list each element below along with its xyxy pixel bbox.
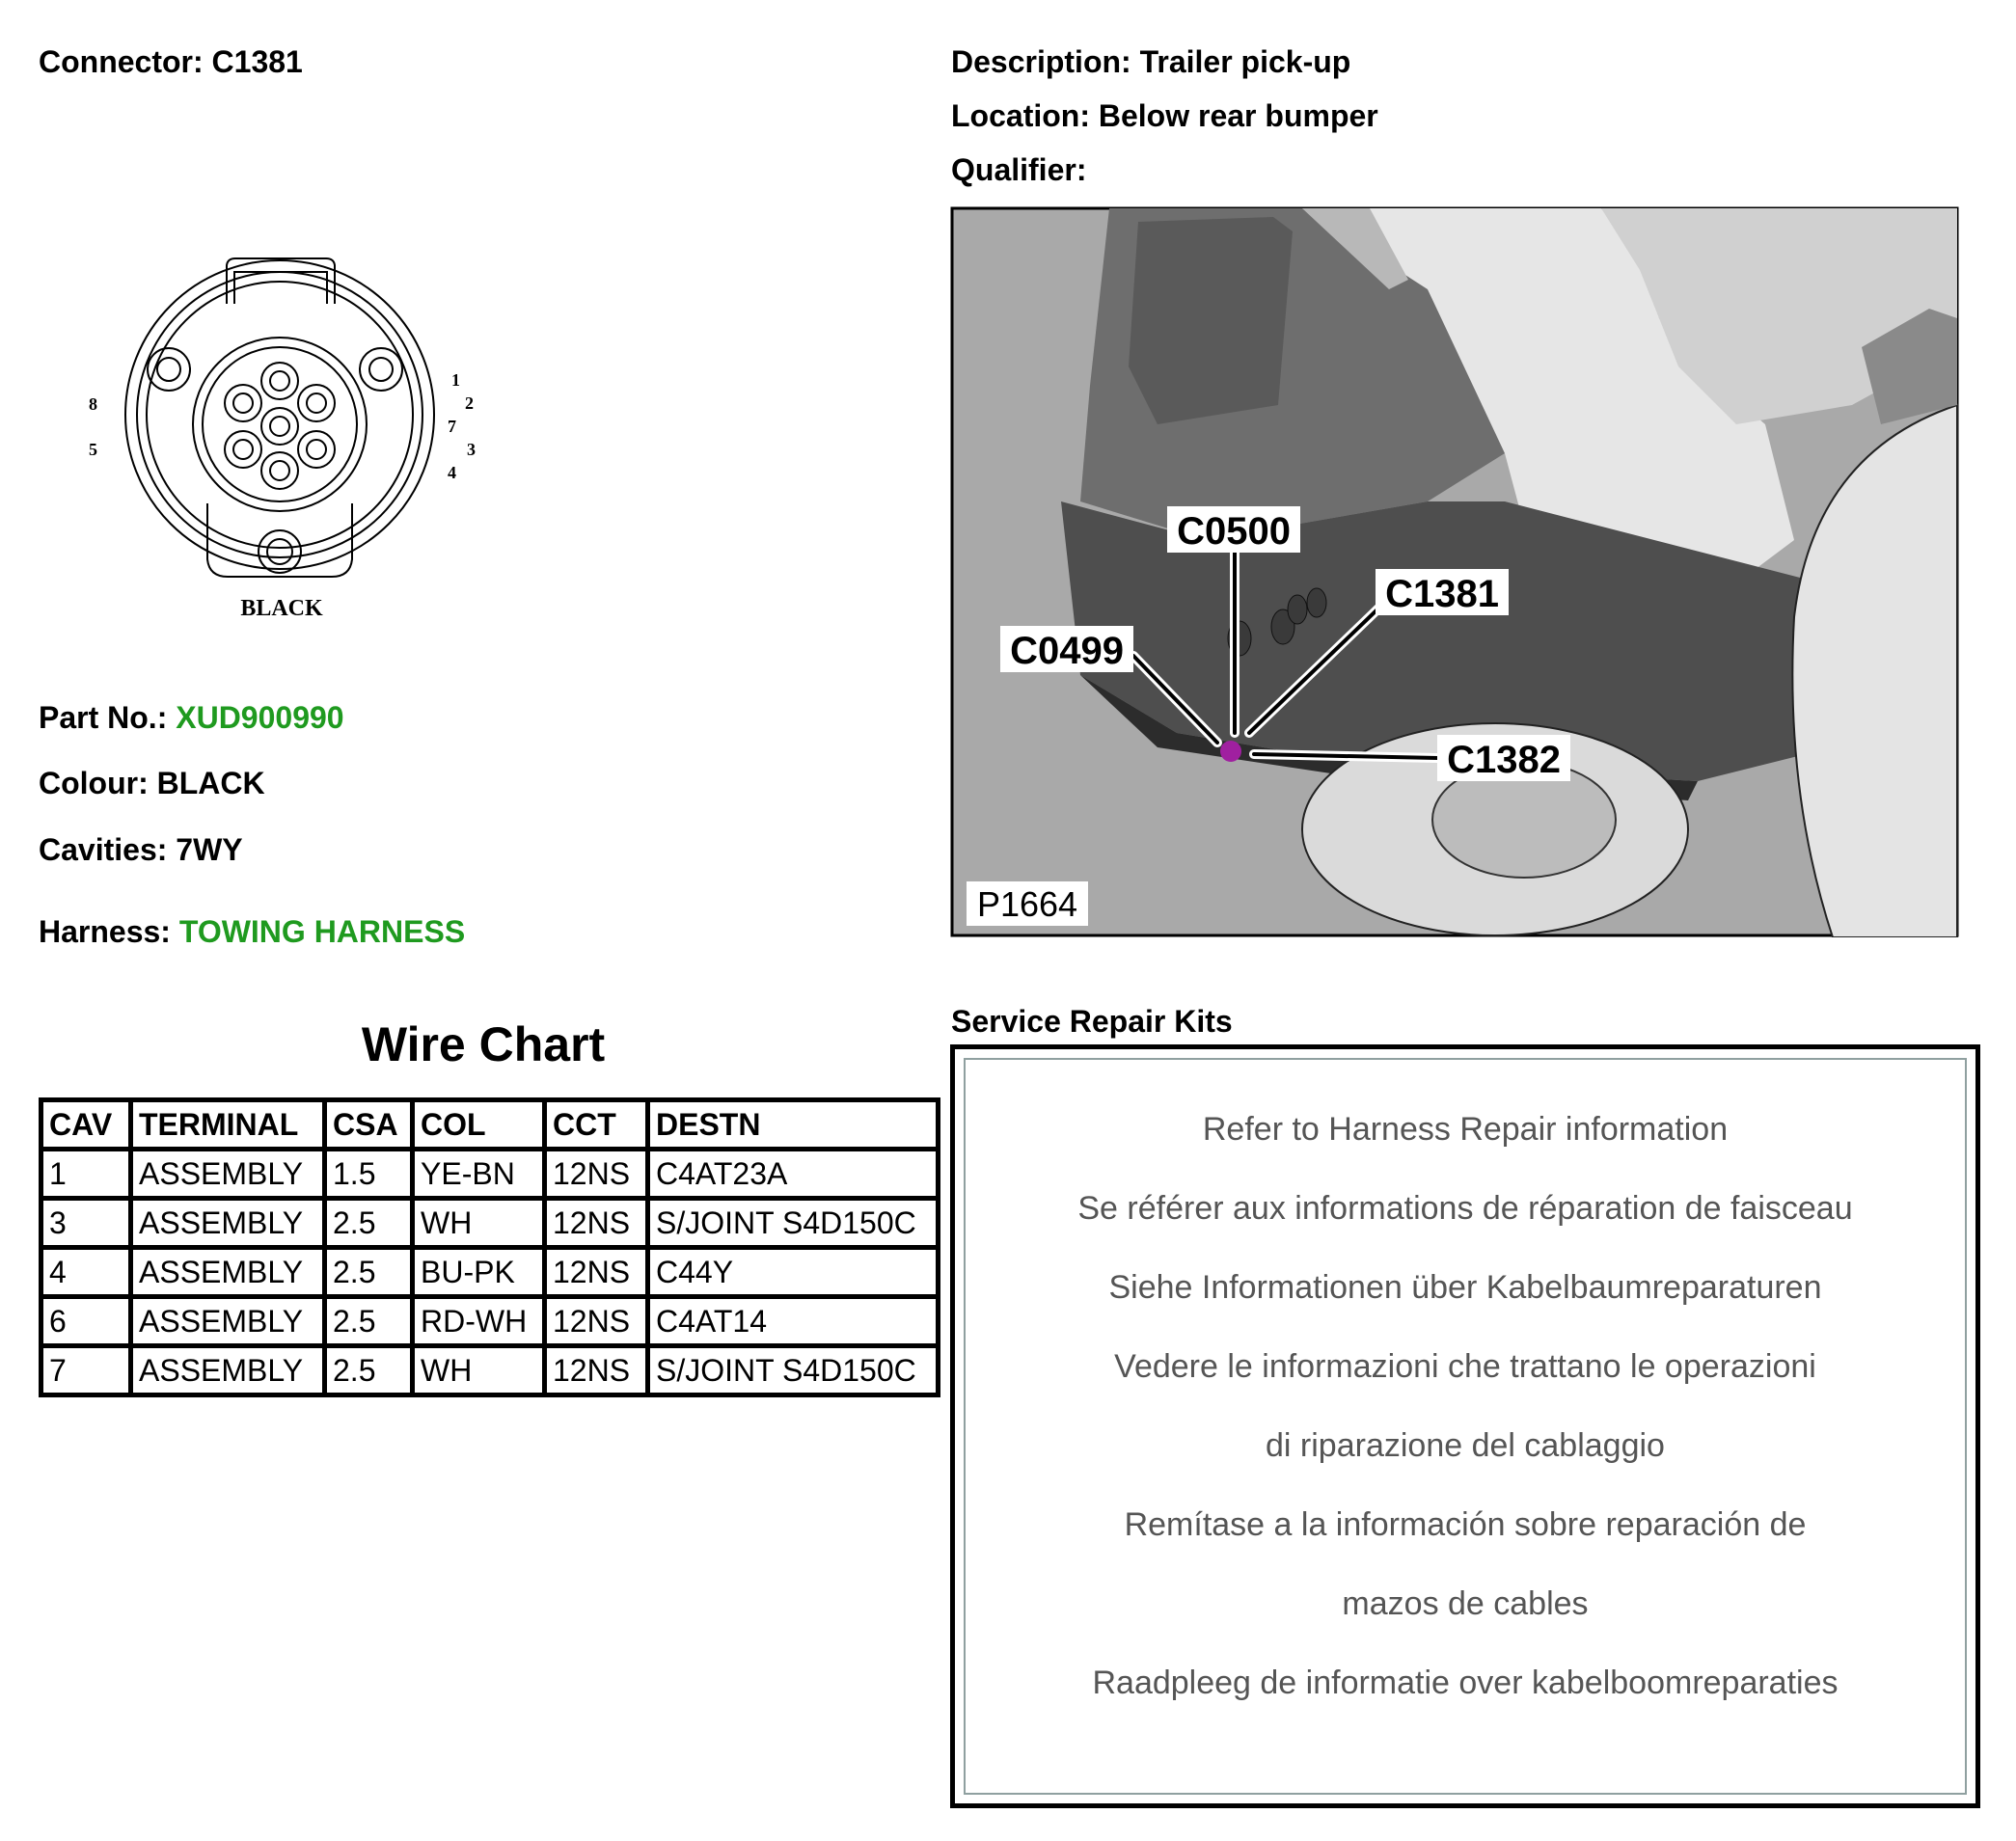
harness-field: Harness: TOWING HARNESS [39,914,466,949]
connector-location-marker [1220,741,1241,762]
location-label: Location: Below rear bumper [951,98,1378,133]
colour-value: BLACK [156,766,265,800]
wire-chart-table [39,1097,940,1397]
table-row: 4 ASSEMBLY 2.5 BU-PK 12NS C44Y [41,1248,939,1297]
connector-color-text: BLACK [240,596,323,621]
connector-pins [225,363,335,489]
cavities-field: Cavities: 7WY [39,832,243,867]
connector-value: C1381 [211,44,303,79]
service-kits-box [950,1044,1980,1808]
pin-label-8: 8 [89,394,97,414]
callout-c0500: C0500 [1177,510,1291,553]
kit-line: Remítase a la información sobre reparación de [1124,1506,1807,1543]
kit-line: di riparazione del cablaggio [1266,1427,1665,1464]
callout-c1381: C1381 [1385,573,1499,615]
service-kits-title: Service Repair Kits [951,1004,1233,1039]
wire-chart-header-row [41,1100,939,1150]
pin-label-5: 5 [89,440,97,459]
kit-line: Se référer aux informations de réparation de faisceau [1077,1190,1853,1227]
part-number: Part No.: XUD900990 [39,700,344,735]
col-header-csa: CSA [325,1100,413,1150]
col-header-cct: CCT [545,1100,648,1150]
callout-c0499: C0499 [1010,630,1124,672]
kit-line: Vedere le informazioni che trattano le operazioni [1114,1348,1816,1385]
pin-label-7: 7 [448,417,456,436]
kit-line: Refer to Harness Repair information [1202,1111,1729,1148]
photo-reference: P1664 [976,884,1078,924]
qualifier-label: Qualifier: [951,152,1087,187]
cavities-value: 7WY [176,832,243,867]
col-header-col: COL [413,1100,545,1150]
connector-label: Connector: C1381 [39,44,303,79]
harness-link[interactable]: TOWING HARNESS [178,914,466,949]
pin-label-3: 3 [467,440,476,459]
pin-label-4: 4 [448,463,456,482]
table-row: 3 ASSEMBLY 2.5 WH 12NS S/JOINT S4D150C [41,1199,939,1248]
callout-c1382: C1382 [1447,739,1561,781]
col-header-terminal: TERMINAL [131,1100,325,1150]
location-photo [950,206,1959,937]
kit-line: Siehe Informationen über Kabelbaumreparaturen [1108,1269,1822,1306]
part-number-link[interactable]: XUD900990 [176,700,344,735]
kit-line: Raadpleeg de informatie over kabelboomreparaties [1092,1665,1839,1701]
kit-line: mazos de cables [1342,1585,1589,1622]
table-row: 1 ASSEMBLY 1.5 YE-BN 12NS C4AT23A [41,1150,939,1199]
pin-label-2: 2 [465,393,474,413]
col-header-cav: CAV [41,1100,131,1150]
description-value: Trailer pick-up [1139,44,1351,79]
table-row: 6 ASSEMBLY 2.5 RD-WH 12NS C4AT14 [41,1297,939,1346]
col-header-destn: DESTN [648,1100,939,1150]
table-row: 7 ASSEMBLY 2.5 WH 12NS S/JOINT S4D150C [41,1346,939,1395]
location-value: Below rear bumper [1098,98,1378,133]
pin-label-1: 1 [451,370,460,390]
colour-field: Colour: BLACK [39,766,265,800]
wire-chart-title: Wire Chart [361,1017,606,1071]
description-label: Description: Trailer pick-up [951,44,1351,79]
connector-face-diagram [77,246,502,632]
